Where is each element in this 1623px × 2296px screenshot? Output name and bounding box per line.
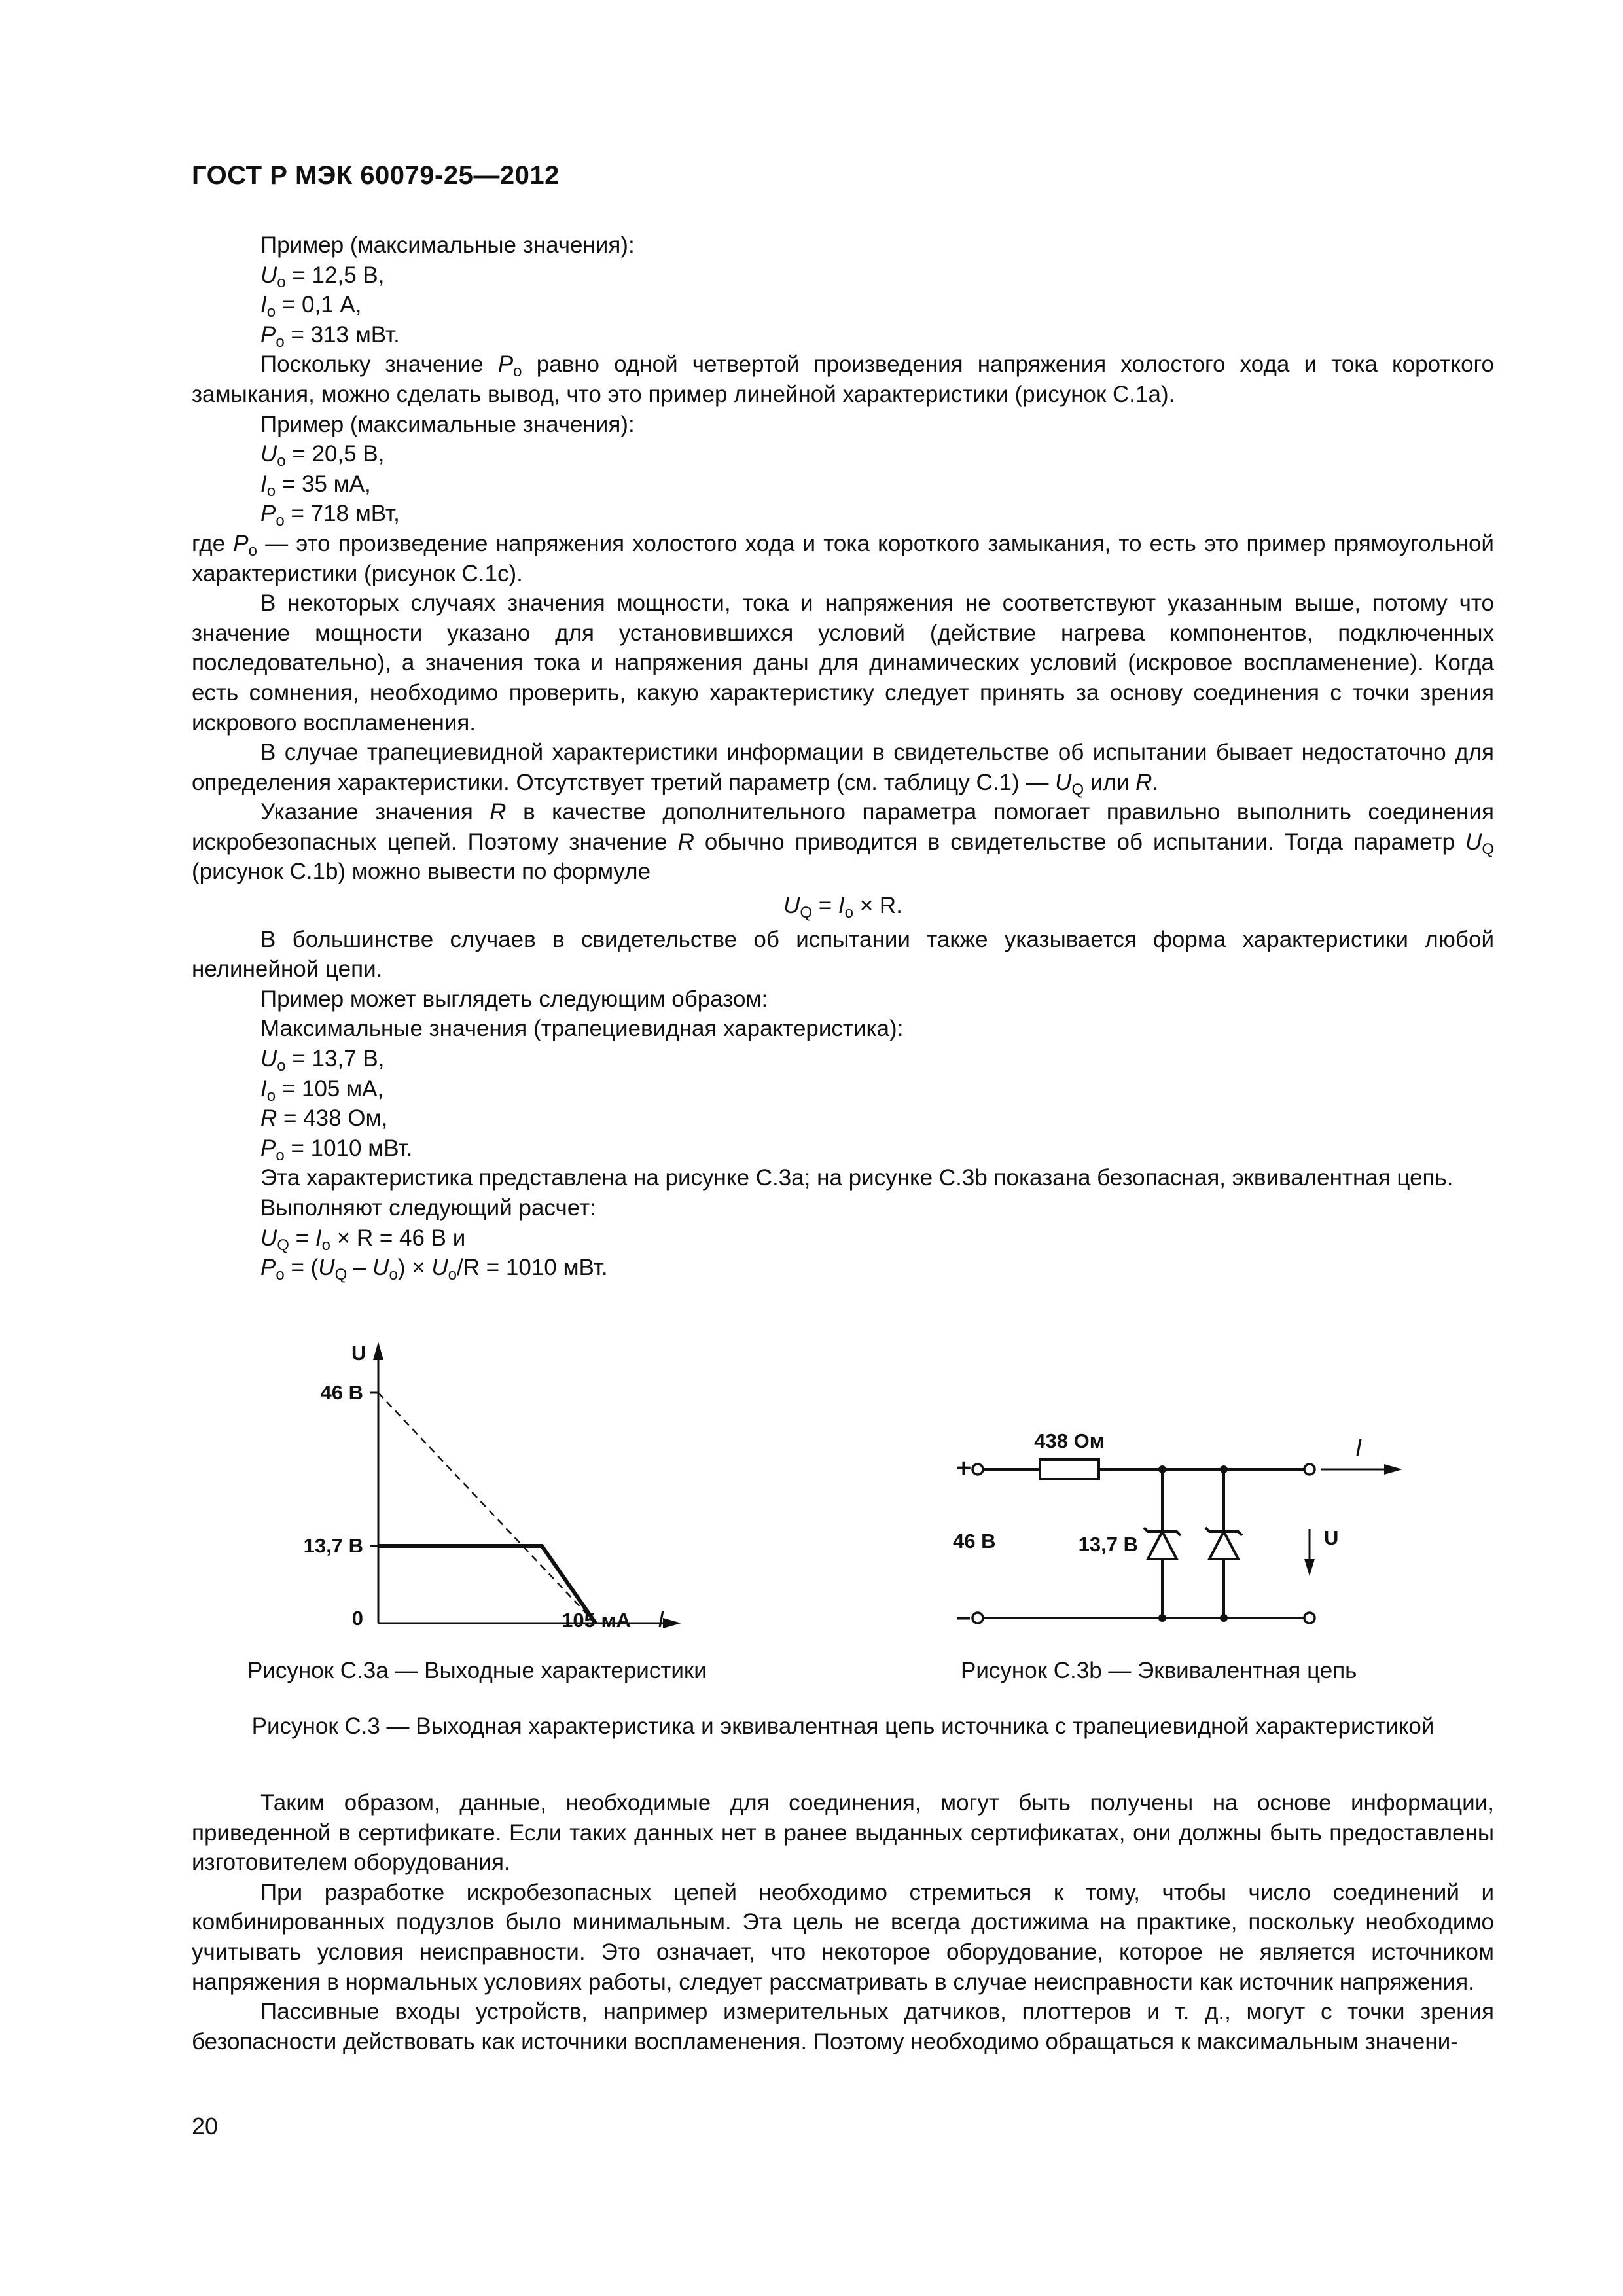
terminal-out-top — [1304, 1464, 1315, 1475]
example-subtitle: Максимальные значения (трапециевидная характеристика): — [260, 1016, 904, 1042]
formula-line: $U_Q = I_о \times R = 46$ В и — [260, 1225, 466, 1254]
label-origin: 0 — [351, 1607, 363, 1630]
label-current-i: I — [1355, 1434, 1363, 1461]
calc-intro: Выполняют следующий расчет: — [260, 1195, 596, 1221]
figures-area — [192, 1335, 1494, 1702]
example-intro: Пример (максимальные значения): — [260, 232, 635, 258]
terminal-plus — [972, 1464, 983, 1475]
open-circuit-line — [378, 1393, 596, 1623]
body-text-top — [192, 230, 1494, 1283]
paragraph: Эта характеристика представлена на рисунке С.3а; на рисунке С.3b показана безопасная, эквивалентная цепь. — [260, 1165, 1454, 1191]
page-number: 20 — [192, 2113, 219, 2140]
equivalent-circuit — [953, 1429, 1402, 1631]
figure-a-caption: Рисунок С.3а — Выходные характеристики — [247, 1658, 707, 1683]
paragraph: Поскольку значение $P_о$ равно одной четвертой произведения напряжения холостого хода и тока короткого замыкания, можно сделать вывод, что это пример линейной характеристики (рисунок С.1а). — [192, 351, 1494, 407]
axis-label-i: I — [658, 1605, 665, 1632]
formula-uq: $U_Q = I_о \times R$. — [783, 893, 902, 922]
label-438-ohm: 438 Ом — [1034, 1429, 1105, 1452]
output-characteristic-chart — [304, 1342, 681, 1632]
example-intro: Пример может выглядеть следующим образом: — [260, 986, 768, 1012]
example-intro: Пример (максимальные значения): — [260, 411, 635, 437]
figure-graphics — [192, 1335, 1494, 1702]
paragraph: В большинстве случаев в свидетельстве об испытании также указывается форма характеристики любой нелинейной цепи. — [192, 926, 1494, 982]
label-output-u: U — [1324, 1526, 1339, 1549]
figure-b-caption: Рисунок С.3b — Эквивалентная цепь — [961, 1658, 1357, 1683]
formula-line: $I_о = 105$ мА, — [260, 1075, 384, 1105]
resistor — [1040, 1460, 1099, 1479]
figure-caption: Рисунок С.3 — Выходная характеристика и эквивалентная цепь источника с трапециевидной характеристикой — [251, 1713, 1435, 1739]
zener-diode — [1205, 1469, 1242, 1618]
paragraph: Указание значения R в качестве дополнительного параметра помогает правильно выполнить соединения искробезопасных цепей. Поэтому значение R обычно приводится в свидетельстве об испытании. Тогда параметр $U_Q$ (рисунок С.1b) можно вывести по формуле — [192, 799, 1494, 885]
formula-line: R = 438 Ом, — [260, 1105, 388, 1132]
formula-line: $P_о = 313$ мВт. — [260, 321, 400, 351]
paragraph: Пассивные входы устройств, например измерительных датчиков, плоттеров и т. д., могут с точки зрения безопасности действовать как источники воспламенения. Поэтому необходимо обращаться к максимальным значени- — [192, 1999, 1494, 2054]
label-46v: 46 В — [320, 1381, 363, 1404]
document-header: ГОСТ Р МЭК 60079-25—2012 — [192, 161, 560, 190]
formula-line: $P_о = 1010$ мВт. — [260, 1135, 413, 1164]
formula-line: $U_о = 13,7$ В, — [260, 1046, 385, 1075]
terminal-minus — [972, 1613, 983, 1623]
formula-line: $P_о = 718$ мВт, — [260, 501, 400, 530]
formula-line: $P_о = (U_Q - U_о) \times U_о/R = 1010$ мВт. — [260, 1255, 608, 1284]
label-minus: – — [956, 1602, 971, 1631]
paragraph: где $P_о$ — это произведение напряжения холостого хода и тока короткого замыкания, то есть это пример прямоугольной характеристики (рисунок С.1с). — [192, 530, 1494, 586]
label-13-7v: 13,7 В — [303, 1534, 363, 1557]
formula-line: $I_о = 0,1$ А, — [260, 292, 362, 321]
formula-line: $U_о = 20,5$ В, — [260, 441, 385, 471]
formula-line: $U_о = 12,5$ В, — [260, 262, 385, 291]
zener-diode — [1144, 1469, 1181, 1618]
x-axis-arrow — [663, 1618, 681, 1628]
terminal-out-bottom — [1304, 1613, 1315, 1623]
body-text-bottom — [192, 1788, 1494, 2056]
formula-line: $I_о = 35$ мА, — [260, 471, 371, 500]
y-axis-arrow — [373, 1342, 383, 1360]
label-plus: + — [956, 1454, 972, 1482]
paragraph: В некоторых случаях значения мощности, тока и напряжения не соответствуют указанным выше, потому что значение мощности указано для установившихся условий (действие нагрева компонентов, подключенных последовательно), а значения тока и напряжения даны для динамических условий (искровое воспламенение). Когда есть сомнения, необходимо проверить, какую характеристику следует принять за основу соединения с точки зрения искрового воспламенения. — [192, 590, 1494, 736]
paragraph: В случае трапециевидной характеристики информации в свидетельстве об испытании бывает недостаточно для определения характеристики. Отсутствует третий параметр (см. таблицу С.1) — $U_Q$ или R. — [192, 740, 1494, 798]
paragraph: Таким образом, данные, необходимые для соединения, могут быть получены на основе информации, приведенной в сертификате. Если таких данных нет в ранее выданных сертификатах, они должны быть предоставлены изготовителем оборудования. — [192, 1790, 1494, 1876]
label-46v: 46 В — [953, 1530, 996, 1552]
paragraph: При разработке искробезопасных цепей необходимо стремиться к тому, чтобы число соединений и комбинированных подузлов было минимальным. Эта цель не всегда достижима на практике, поскольку необходимо учитывать условия неисправности. Это означает, что некоторое оборудование, которое не является источником напряжения в нормальных условиях работы, следует рассматривать в случае неисправности как источник напряжения. — [192, 1879, 1494, 1995]
label-13-7v: 13,7 В — [1078, 1533, 1138, 1556]
axis-label-u: U — [351, 1342, 366, 1365]
label-105ma: 105 мА — [562, 1609, 631, 1632]
